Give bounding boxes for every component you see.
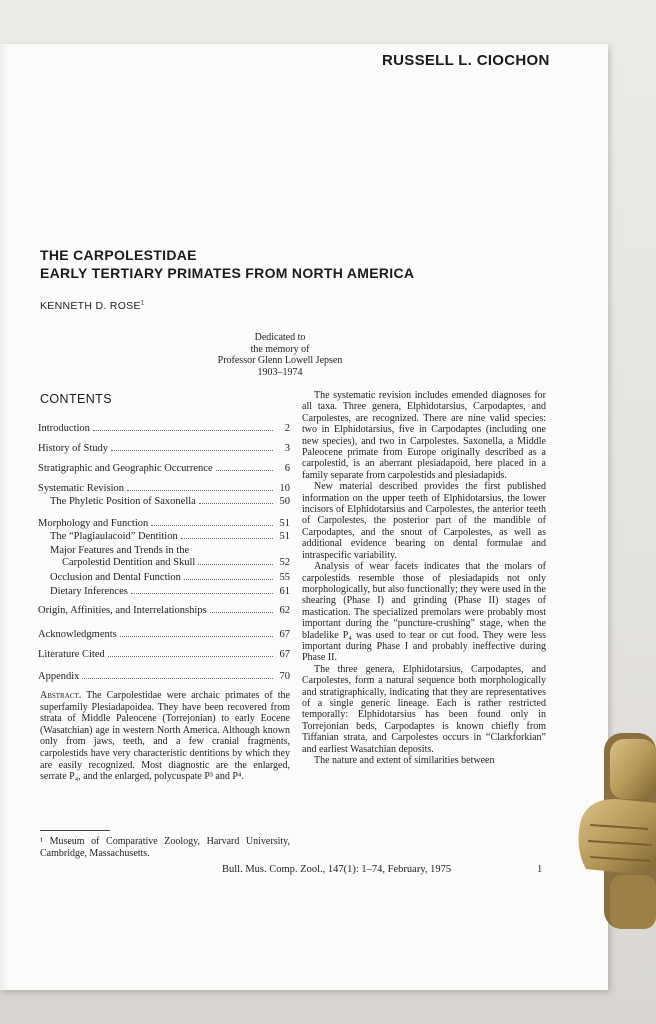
toc-label: The Phyletic Position of Saxonella <box>50 496 196 507</box>
toc-label: Origin, Affinities, and Interrelationships <box>38 605 207 616</box>
brass-hand-bookend-icon <box>576 725 656 935</box>
toc-entry[interactable] <box>38 420 290 434</box>
dedication-line: Dedicated to <box>254 332 306 343</box>
toc-leader <box>198 563 273 565</box>
toc-label: Carpolestid Dentition and Skull <box>62 557 196 568</box>
page-number: 1 <box>537 864 543 875</box>
bookend-fingers <box>579 799 656 875</box>
toc-leader <box>216 469 273 471</box>
toc-entry[interactable] <box>38 646 290 660</box>
footnote-rule <box>40 830 110 831</box>
toc-label: Morphology and Function <box>38 518 149 529</box>
toc-entry[interactable] <box>38 480 290 494</box>
toc-label: Acknowledgments <box>38 629 117 640</box>
toc-entry[interactable] <box>38 460 290 474</box>
toc-page: 55 <box>279 572 290 583</box>
dedication <box>200 332 360 378</box>
toc-page: 6 <box>284 463 290 474</box>
page-edge-shadow <box>0 44 8 990</box>
author-text: KENNETH D. ROSE <box>40 300 141 312</box>
author-footnote-mark: 1 <box>140 300 145 307</box>
title-line-1: THE CARPOLESTIDAE <box>40 247 197 263</box>
body-paragraph: The systematic revision includes emended diagnoses for all taxa. Three genera, Elphidotarsius, Carpodaptes, and Carpolestes, are recognized. There are nine valid species: two in Elphidotarsius, five in Carpodaptes (including one new species), and two in Carpolestes. Saxonella, a Middle Paleocene primate from Europe originally described as a carpolestid, is an aberrant plesiadapoid, here placed in a family separate from carpolestids and plesiadapids. <box>302 390 546 481</box>
toc-label: Major Features and Trends in the <box>50 545 190 556</box>
toc-page: 61 <box>279 586 290 597</box>
toc-page: 51 <box>279 518 290 529</box>
toc-label: Introduction <box>38 423 90 434</box>
toc-leader <box>93 429 273 431</box>
toc-label: Literature Cited <box>38 649 105 660</box>
toc-page: 62 <box>279 605 290 616</box>
toc-page: 51 <box>279 531 290 542</box>
toc-leader <box>82 677 273 679</box>
author-name <box>40 300 144 312</box>
toc-entry[interactable] <box>50 583 290 597</box>
toc-label: Appendix <box>38 671 80 682</box>
title-line-2: EARLY TERTIARY PRIMATES FROM NORTH AMERICA <box>40 265 415 281</box>
toc-page: 67 <box>279 629 290 640</box>
toc-leader <box>184 578 273 580</box>
toc-leader <box>151 524 273 526</box>
toc-label: Dietary Inferences <box>50 586 128 597</box>
bookend-lower-block <box>610 875 656 929</box>
toc-page: 3 <box>284 443 290 454</box>
toc-entry[interactable] <box>62 554 290 568</box>
abstract-text: The Carpolestidae were archaic primates of the superfamily Plesiadapoidea. They have been recovered from strata of Middle Paleocene (Torrejonian) to early Eocene (Wasatchian) age in western North America. Although known only from jaws, teeth, and a few cranial fragments, carpolestids have very characteristic dentitions by which they are easily recognized. Most diagnostic are the enlarged, serrate P₄, and the enlarged, polycuspate P³ and P⁴. <box>40 690 290 783</box>
toc-entry[interactable] <box>38 440 290 454</box>
bookend-top-knob <box>610 739 656 799</box>
toc-label: History of Study <box>38 443 109 454</box>
toc-page: 67 <box>279 649 290 660</box>
toc-entry[interactable] <box>38 515 290 529</box>
article-title <box>40 246 414 282</box>
toc-leader <box>210 611 273 613</box>
footnote: ¹ Museum of Comparative Zoology, Harvard University, Cambridge, Massachusetts. <box>40 836 290 859</box>
toc-label: Occlusion and Dental Function <box>50 572 181 583</box>
toc-leader <box>108 655 273 657</box>
toc-page: 70 <box>279 671 290 682</box>
toc-leader <box>127 489 273 491</box>
toc-page: 50 <box>279 496 290 507</box>
journal-citation: Bull. Mus. Comp. Zool., 147(1): 1–74, February, 1975 <box>222 864 452 875</box>
toc-entry[interactable] <box>50 493 290 507</box>
toc-leader <box>111 449 273 451</box>
toc-label: Systematic Revision <box>38 483 125 494</box>
toc-leader <box>131 592 273 594</box>
toc-leader <box>199 502 273 504</box>
toc-leader <box>120 635 273 637</box>
body-paragraph: The three genera, Elphidotarsius, Carpodaptes, and Carpolestes, form a natural sequence both morphologically and stratigraphically, indicating that they are representatives of a single generic lineage. Each is rather restricted temporally: Elphidotarsius has been found only in Torrejonian beds, Carpodaptes is known chiefly from Tiffanian strata, and Carpolestes occurs in “Clarkforkian” and earliest Wasatchian deposits. <box>302 663 546 755</box>
toc-label: Stratigraphic and Geographic Occurrence <box>38 463 213 474</box>
body-paragraph: The nature and extent of similarities between <box>314 755 495 766</box>
dedication-line: Professor Glenn Lowell Jepsen <box>217 355 343 366</box>
right-column <box>302 390 546 766</box>
toc-page: 10 <box>279 483 290 494</box>
body-paragraph: Analysis of wear facets indicates that the molars of carpolestids resemble those of plesiadapids not only morphologically, but also functionally; they were used in the shearing (Phase I) and grinding (Phase II) stages of mastication. The specialized premolars were probably most important during the “puncture-crushing” stage, when the bladelike P₄ was used to tear or cut food. They were less important during Phase I and probably ineffective during Phase II. <box>302 561 546 664</box>
toc-entry[interactable] <box>50 528 290 542</box>
toc-label: The “Plagiaulacoid” Dentition <box>50 531 178 542</box>
body-paragraph: New material described provides the first published information on the upper teeth of Elphidotarsius, the lower incisors of Elphidotarsius and Carpolestes, the anterior teeth of Carpolestes, the posterior part of the mandible of Carpodaptes, and the snout of Carpolestes, as well as additional evidence bearing on dental formulae and intraspecific variability. <box>302 481 546 561</box>
abstract <box>40 690 290 783</box>
toc-page: 2 <box>284 423 290 434</box>
toc-leader <box>181 537 273 539</box>
toc-entry[interactable] <box>38 602 290 616</box>
owner-stamp: RUSSELL L. CIOCHON <box>382 52 550 69</box>
abstract-label: Abstract. <box>40 690 82 701</box>
toc-entry[interactable] <box>38 668 290 682</box>
toc-entry[interactable] <box>38 626 290 640</box>
contents-heading: CONTENTS <box>40 392 112 406</box>
toc-entry[interactable] <box>50 569 290 583</box>
dedication-line: 1903–1974 <box>257 366 303 378</box>
dedication-line: the memory of <box>250 343 310 355</box>
toc-page: 52 <box>279 557 290 568</box>
